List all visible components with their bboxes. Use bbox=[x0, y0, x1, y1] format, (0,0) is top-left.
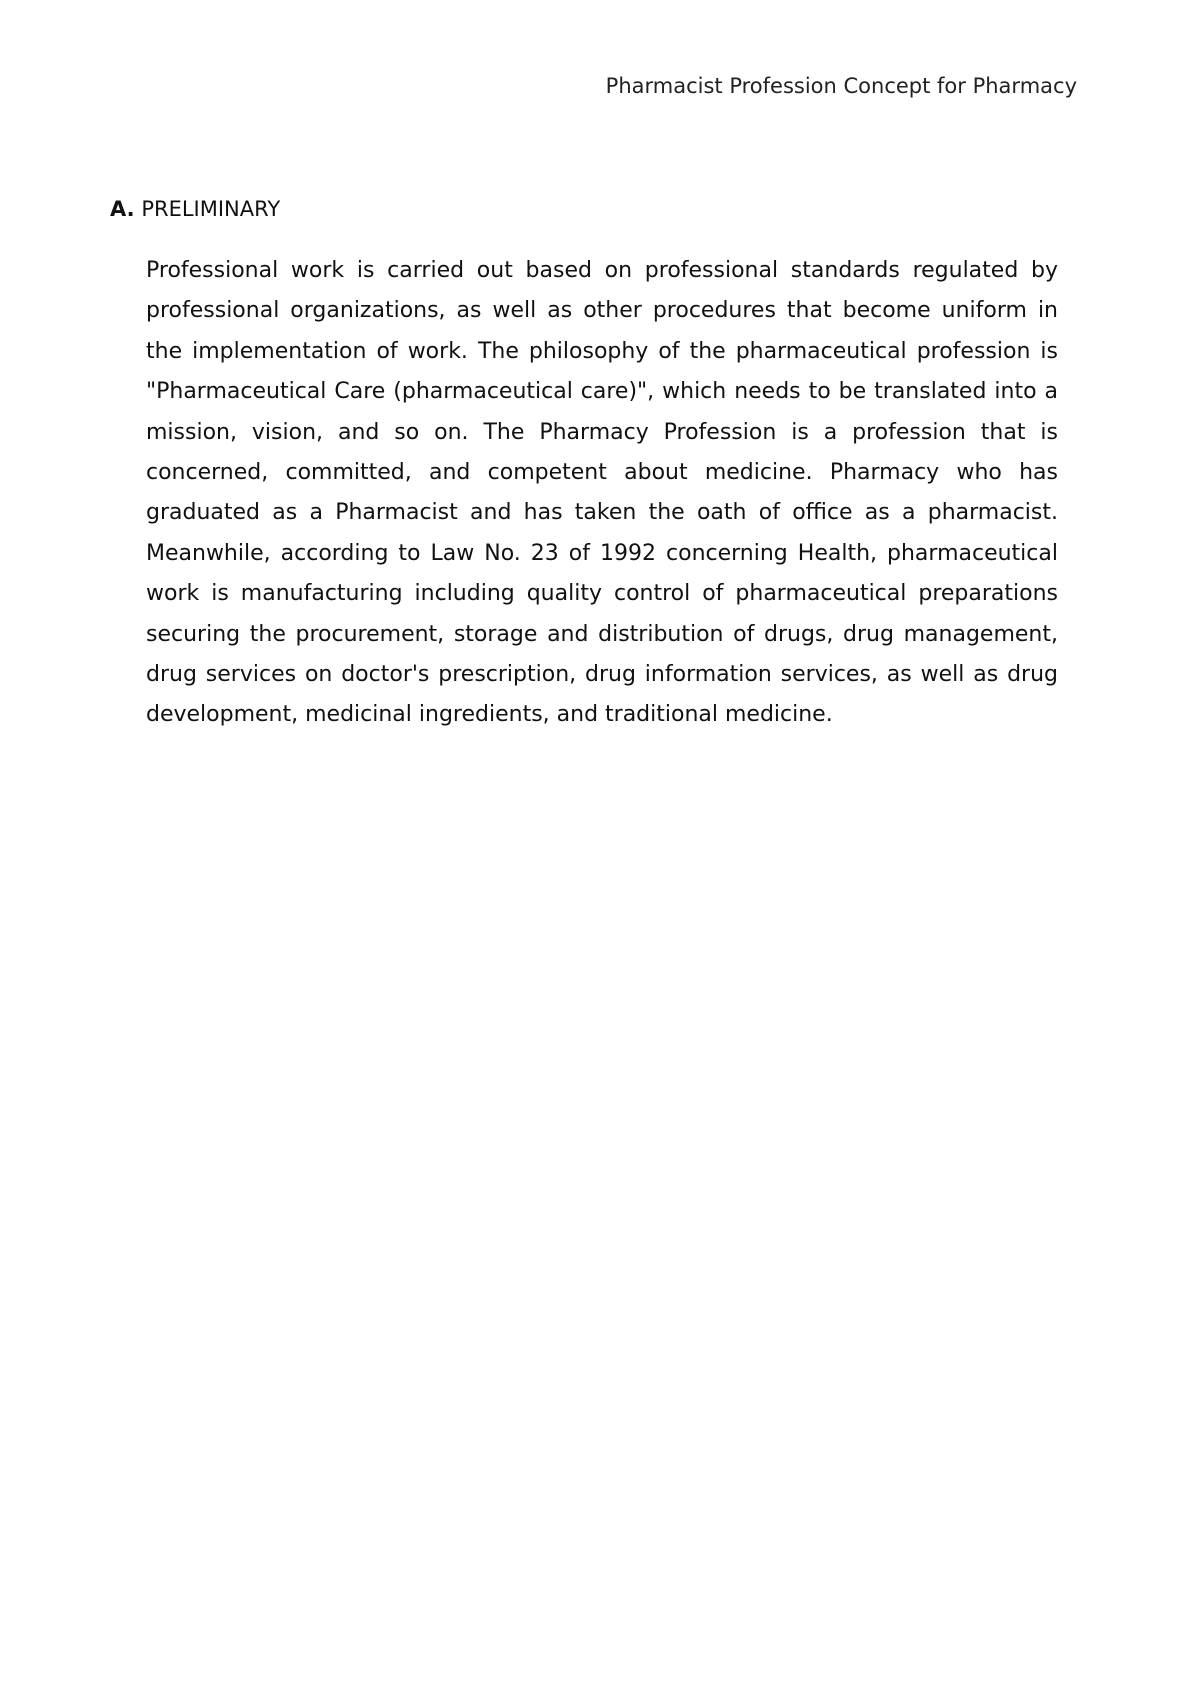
section-title: PRELIMINARY bbox=[141, 197, 281, 221]
running-header: Pharmacist Profession Concept for Pharmacy bbox=[605, 74, 1077, 98]
section-marker: A. bbox=[110, 197, 135, 221]
section-heading bbox=[110, 195, 280, 223]
body-paragraph: Professional work is carried out based on professional standards regulated by professional organizations, as well as other procedures that become uniform in the implementation of work. The philosophy of the pharmaceutical profession is "Pharmaceutical Care (pharmaceutical care)", which needs to be translated into a mission, vision, and so on. The Pharmacy Profession is a profession that is concerned, committed, and competent about medicine. Pharmacy who has graduated as a Pharmacist and has taken the oath of office as a pharmacist. Meanwhile, according to Law No. 23 of 1992 concerning Health, pharmaceutical work is manufacturing including quality control of pharmaceutical preparations securing the procurement, storage and distribution of drugs, drug management, drug services on doctor's prescription, drug information services, as well as drug development, medicinal ingredients, and traditional medicine. bbox=[146, 258, 1058, 728]
